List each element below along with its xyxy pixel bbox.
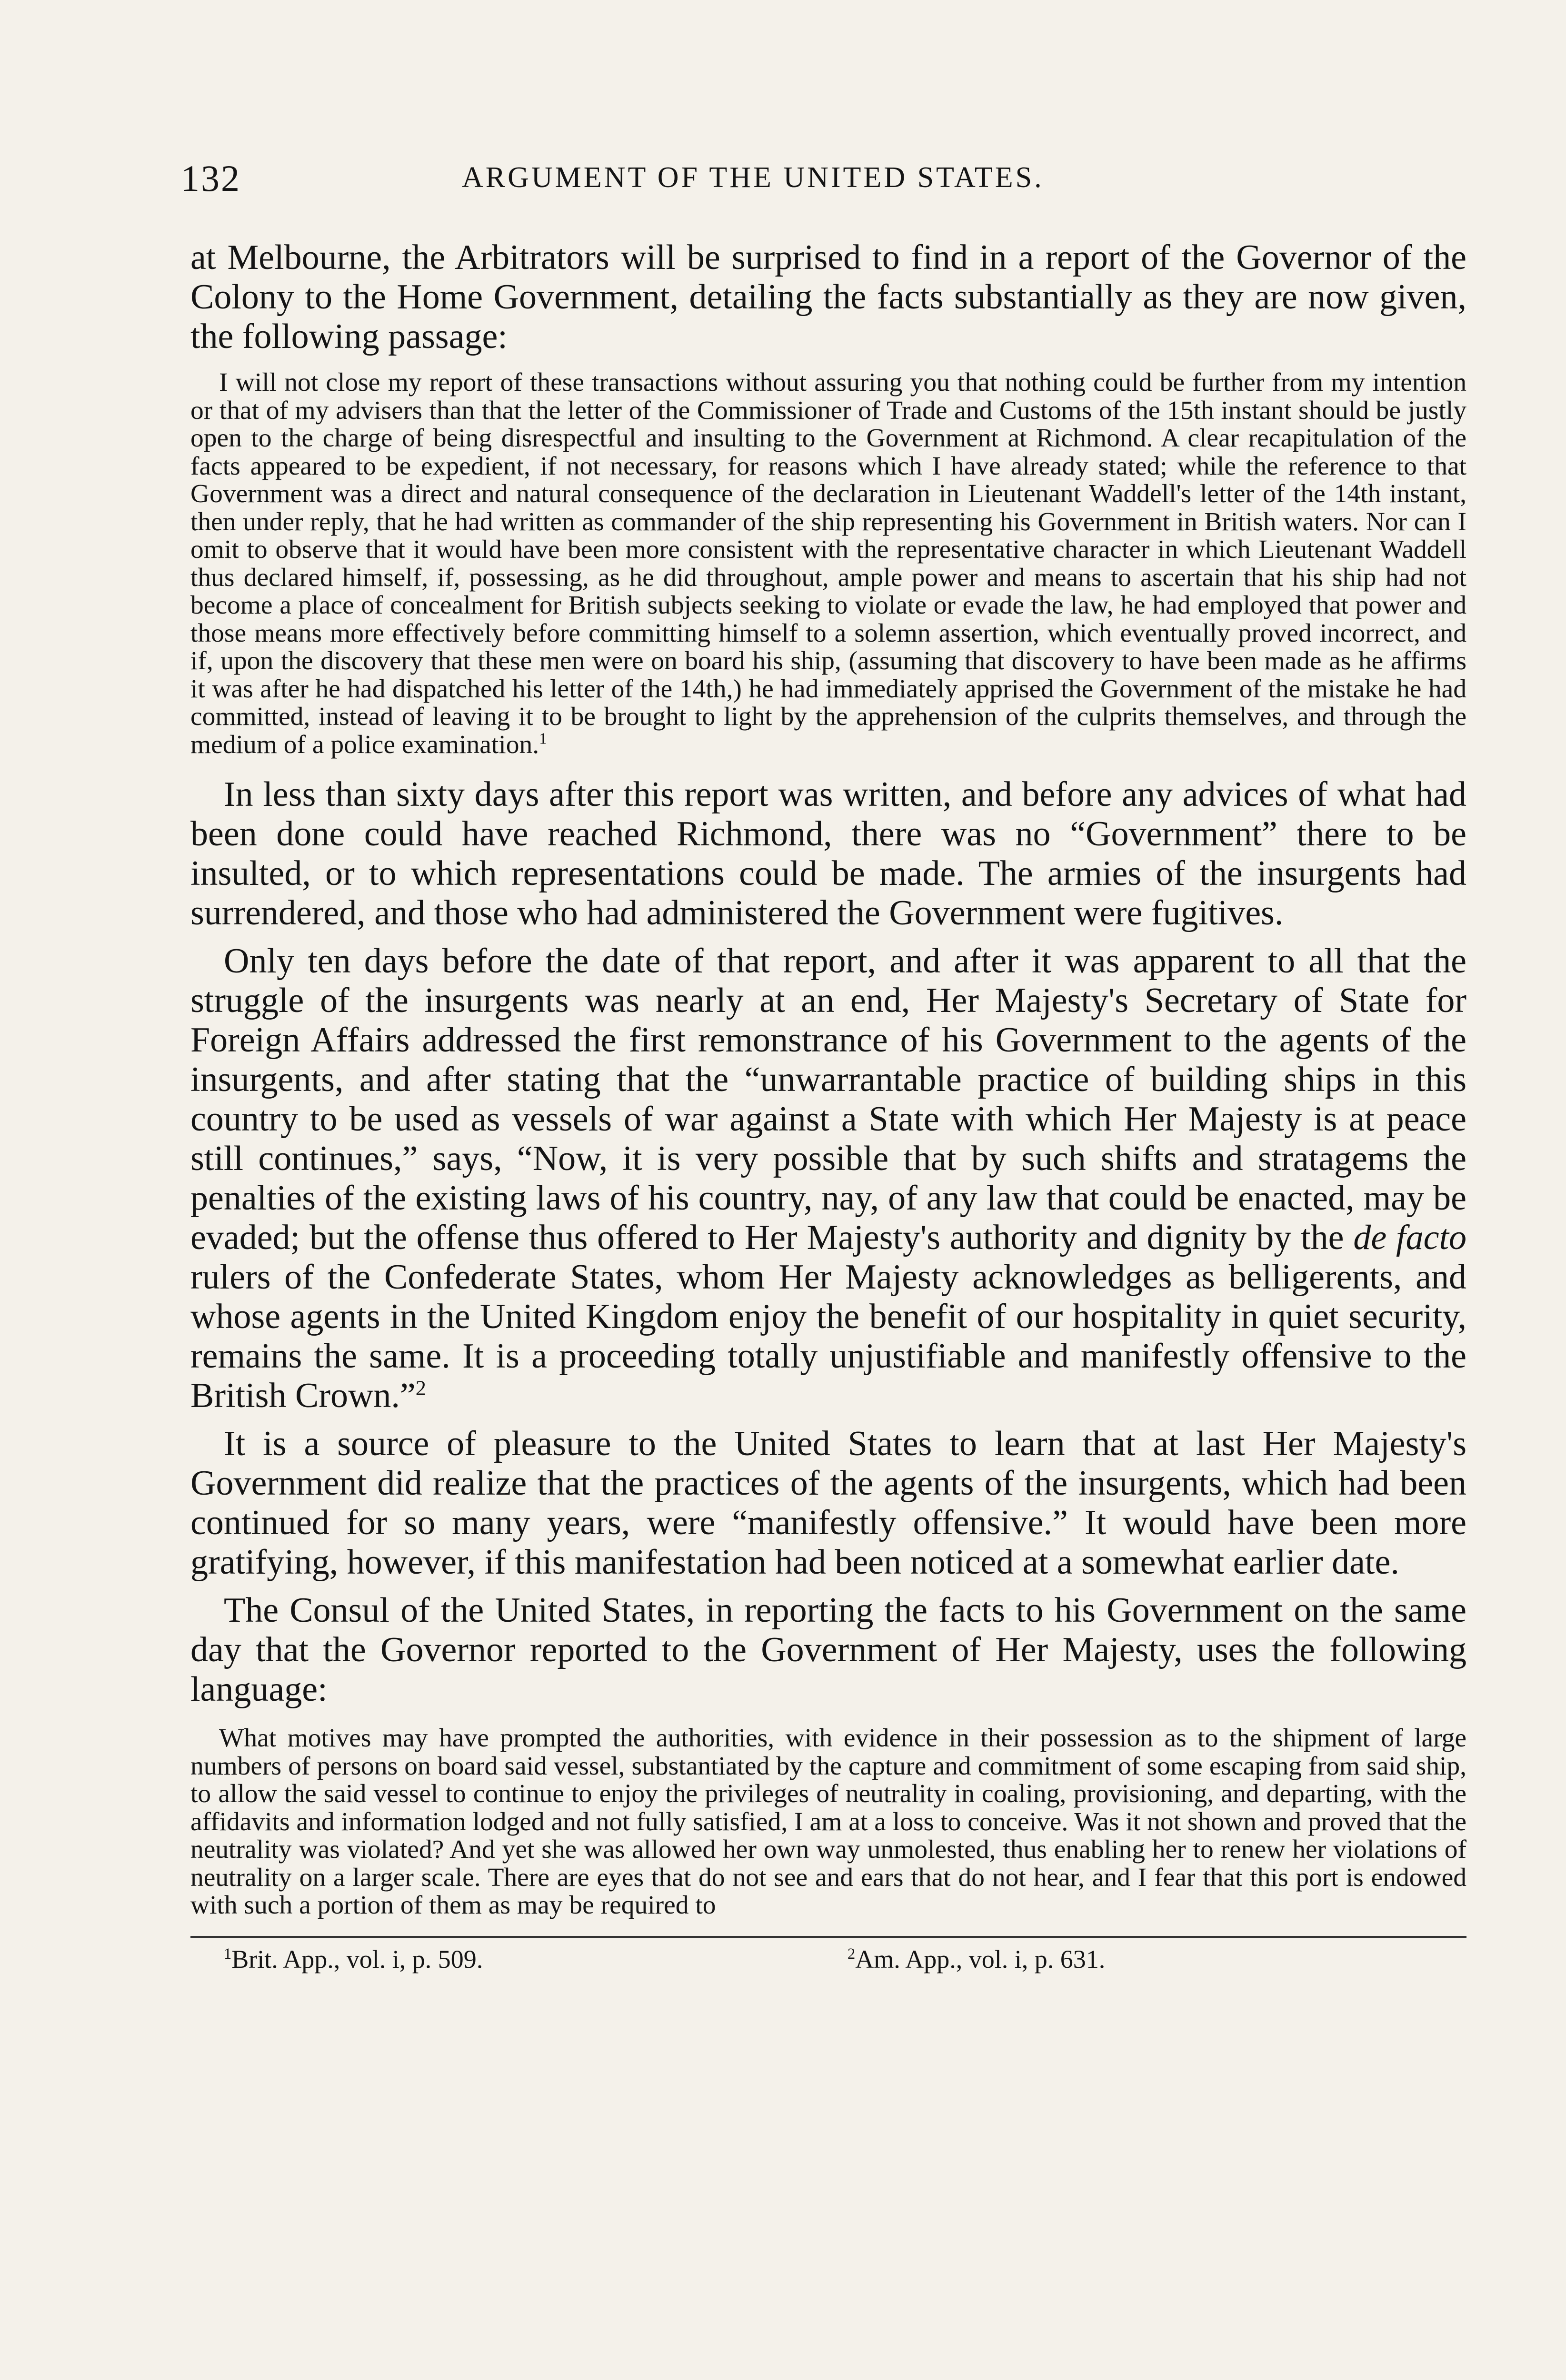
footnote-1 [224, 1944, 483, 1974]
footnote-mark: 2 [848, 1945, 856, 1963]
quote-text: I will not close my report of these transactions without assuring you that nothing could be further from my intention or that of my advisers than that the letter of the Commissioner of Trade and Customs of the 15th instant should be justly open to the charge of being disrespectful and insulting to the Government at Richmond. A clear recapitulation of the facts appeared to be expedient, if not necessary, for reasons which I have already stated; while the reference to that Government was a direct and natural consequence of the declaration in Lieutenant Waddell's letter of the 14th instant, then under reply, that he had written as commander of the ship representing his Government in British waters. Nor can I omit to observe that it would have been more consistent with the representative character in which Lieutenant Waddell thus declared himself, if, possessing, as he did throughout, ample power and means to ascertain that his ship had not become a place of concealment for British subjects seeking to violate or evade the law, he had employed that power and those means more effectively before committing himself to a solemn assertion, which eventually proved incorrect, and if, upon the discovery that these men were on board his ship, (assuming that discovery to have been made as he affirms it was after he had dispatched his letter of the 14th,) he had immediately apprised the Government of the mistake he had committed, instead of leaving it to be brought to light by the apprehension of the culprits themselves, and through the medium of a police examination. [190, 368, 1466, 759]
footnote-text: Am. App., vol. i, p. 631. [855, 1944, 1106, 1973]
footnote-ref: 1 [539, 730, 547, 747]
running-head: ARGUMENT OF THE UNITED STATES. [462, 161, 1044, 194]
paragraph-continuation: at Melbourne, the Arbitrators will be surprised to find in a report of the Governor of the Colony to the Home Government, detailing the facts substantially as they are now given, the following passage: [190, 238, 1466, 356]
page-number: 132 [181, 158, 241, 199]
paragraph-ten-days [190, 942, 1466, 1416]
block-quote-consul-report: What motives may have prompted the authorities, with evidence in their possession as to the shipment of large numbers of persons on board said vessel, substantiated by the capture and commitment of some escaping from said ship, to allow the said vessel to continue to enjoy the privileges of neutrality in coaling, provisioning, and departing, with the affidavits and information lodged and not fully satisfied, I am at a loss to conceive. Was it not shown and proved that the neutrality was violated? And yet she was allowed her own way unmolested, thus enabling her to renew her violations of neutrality on a larger scale. There are eyes that do not see and ears that do not hear, and I fear that this port is endowed with such a portion of them as may be required to [190, 1724, 1466, 1920]
paragraph-text: Only ten days before the date of that report, and after it was apparent to all that the struggle of the insurgents was nearly at an end, Her Majesty's Secretary of State for Foreign Affairs addressed the first remonstrance of his Government to the agents of the insurgents, and after stating that the “unwarrantable practice of building ships in this country to be used as vessels of war against a State with which Her Majesty is at peace still continues,” says, “Now, it is very possible that by such shifts and stratagems the penalties of the existing laws of his country, nay, of any law that could be enacted, may be evaded; but the offense thus offered to Her Majesty's authority and dignity by the [190, 942, 1466, 1257]
footnote-2 [848, 1944, 1105, 1974]
page-body [190, 238, 1466, 1983]
block-quote-governor-report [190, 369, 1466, 759]
footnotes [190, 1944, 1466, 1983]
page-header [181, 157, 1443, 209]
italic-phrase: de facto [1353, 1218, 1467, 1257]
footnote-mark: 1 [224, 1945, 232, 1963]
paragraph-text: rulers of the Confederate States, whom Her Majesty acknowledges as belligerents, and whose agents in the United Kingdom enjoy the benefit of our hospitality in quiet security, remains the same. It is a proceeding totally unjustifiable and manifestly offensive to the British Crown.” [190, 1258, 1466, 1415]
footnote-rule [190, 1936, 1466, 1938]
paragraph-sixty-days: In less than sixty days after this report was written, and before any advices of what had been done could have reached Richmond, there was no “Government” there to be insulted, or to which representations could be made. The armies of the insurgents had surrendered, and those who had administered the Government were fugitives. [190, 775, 1466, 932]
paragraph-consul: The Consul of the United States, in reporting the facts to his Government on the same day that the Governor reported to the Government of Her Majesty, uses the following language: [190, 1591, 1466, 1709]
footnote-ref: 2 [415, 1376, 426, 1400]
paragraph-pleasure: It is a source of pleasure to the United States to learn that at last Her Majesty's Government did realize that the practices of the agents of the insurgents, which had been continued for so many years, were “manifestly offensive.” It would have been more gratifying, however, if this manifestation had been noticed at a somewhat earlier date. [190, 1424, 1466, 1582]
footnote-text: Brit. App., vol. i, p. 509. [231, 1944, 483, 1973]
